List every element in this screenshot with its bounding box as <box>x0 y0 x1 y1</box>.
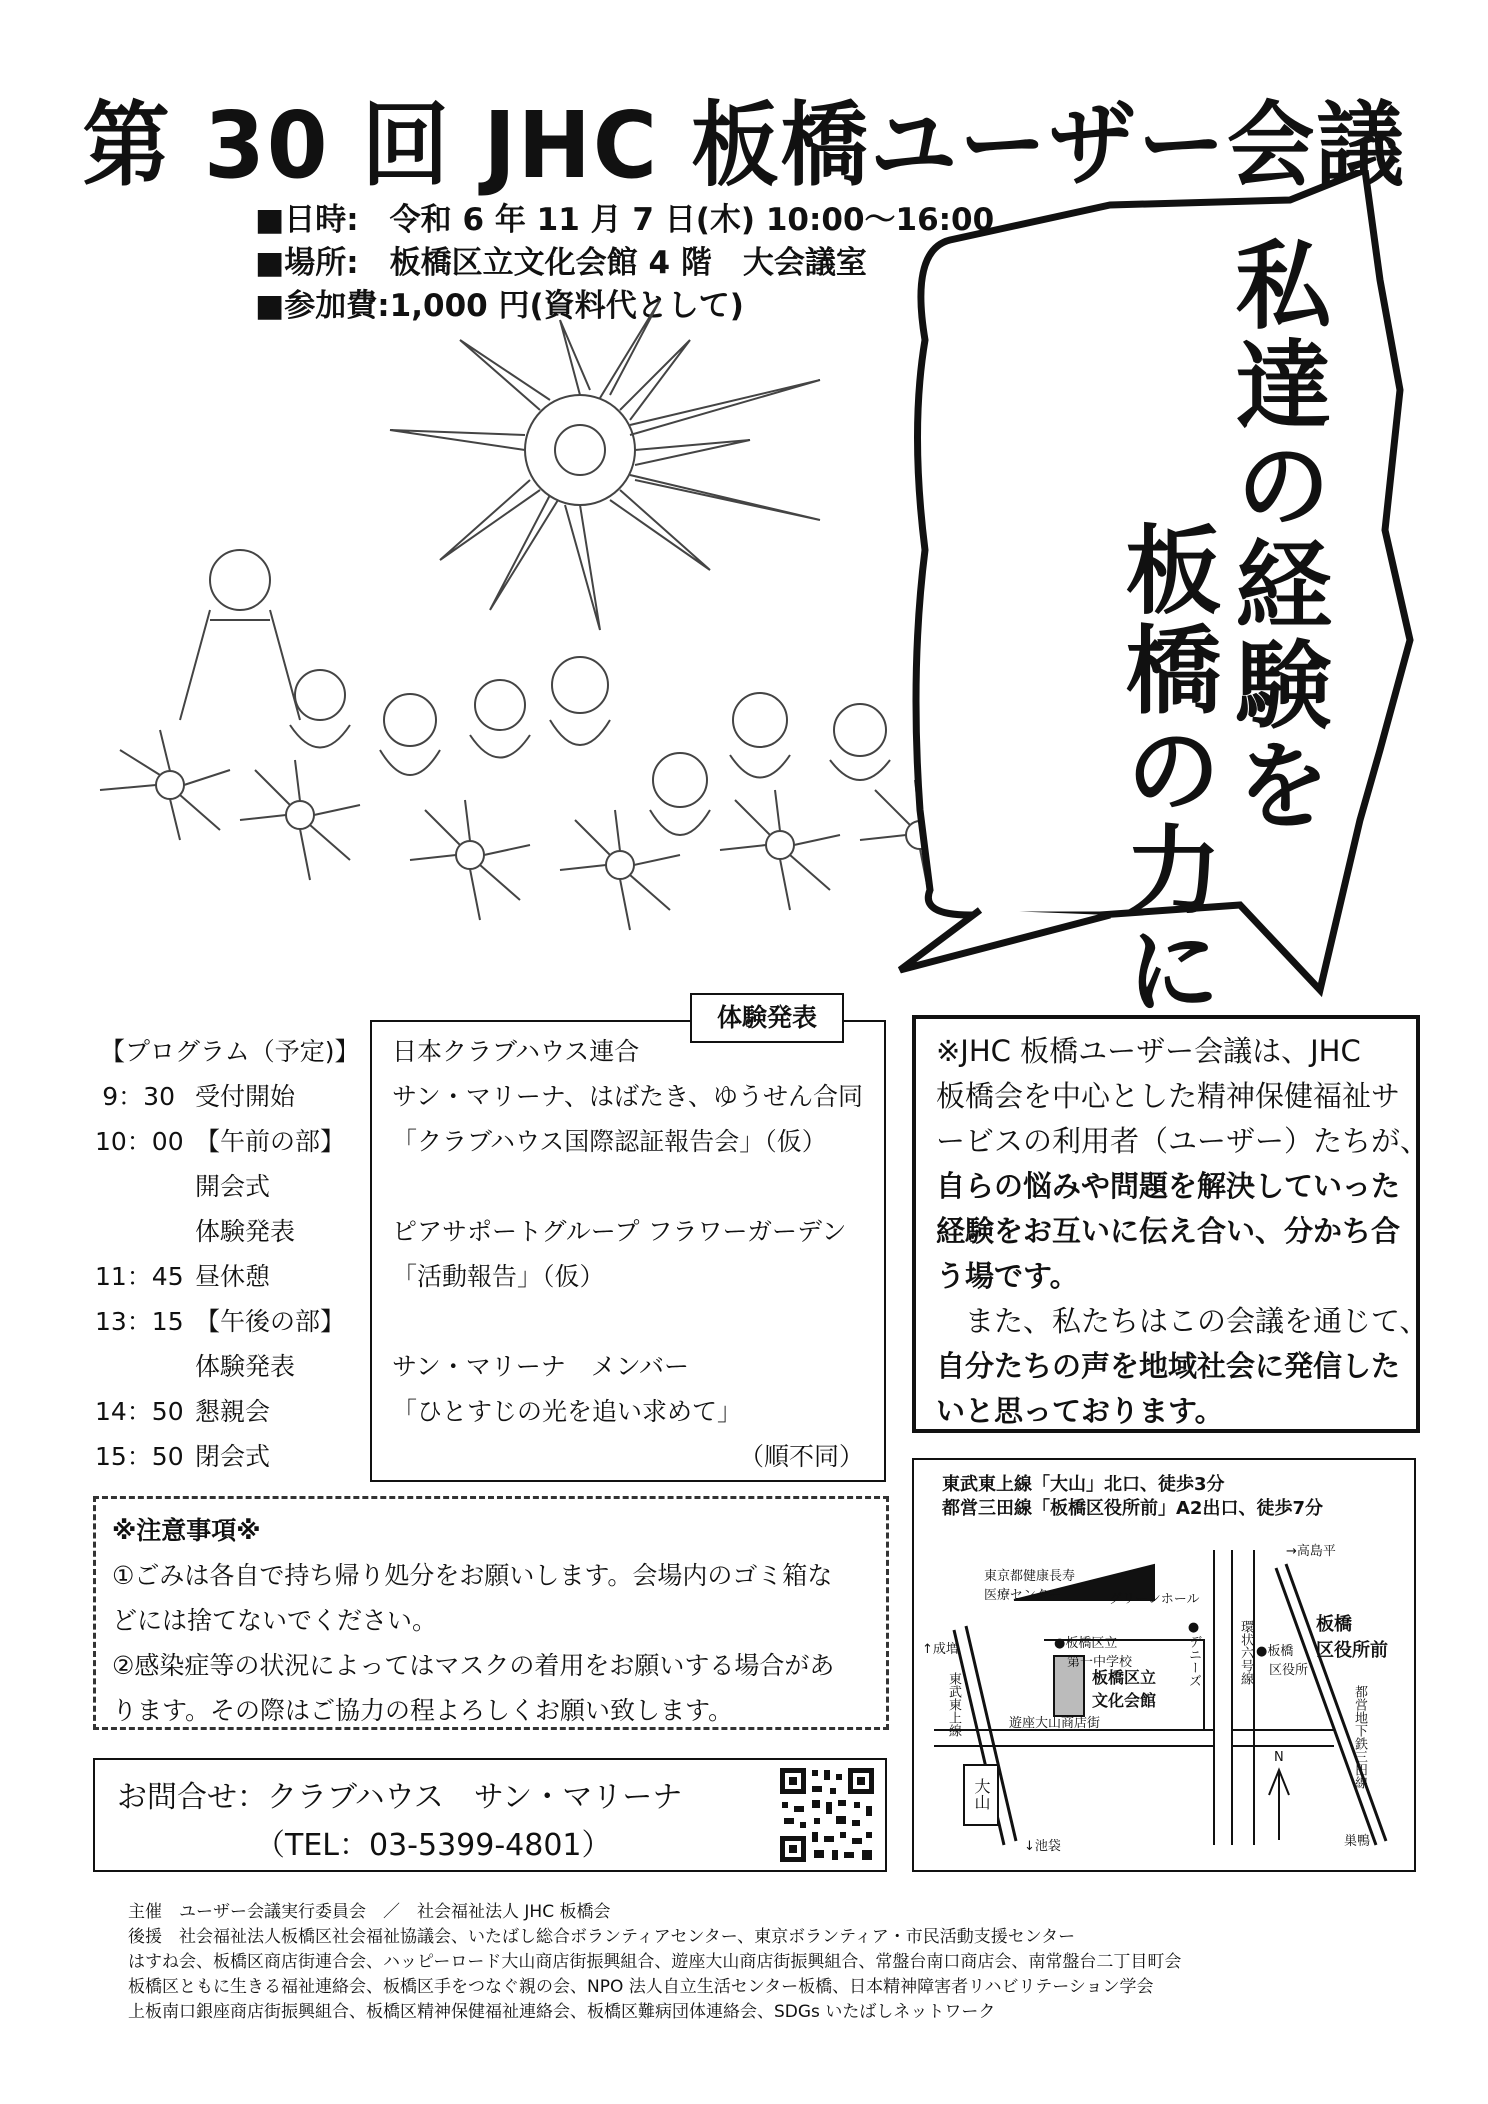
map-label-ward-office: ●板橋 区役所 <box>1256 1644 1309 1678</box>
description-line: 経験をお互いに伝え合い、分かち合 <box>936 1214 1401 1248</box>
map-label-narimasu: ↑成増 <box>922 1642 959 1657</box>
qr-code-icon <box>778 1766 876 1864</box>
map-label-kenko: 東京都健康長寿 医療センター <box>984 1569 1076 1603</box>
notice-line: ②感染症等の状況によってはマスクの着用をお願いする場合があ <box>112 1651 835 1680</box>
footer-sponsors <box>128 1900 1181 2025</box>
presentations-tab-label: 体験発表 <box>690 993 844 1043</box>
map-label-sugamo: 巣鴨 <box>1344 1834 1371 1849</box>
program-time: 11：45 <box>95 1262 184 1291</box>
slogan-line-1: 私達の経験を <box>1220 235 1332 835</box>
presentation-line: 「ひとすじの光を追い求めて」 <box>392 1397 743 1426</box>
map-label-takashimadaira: →高島平 <box>1286 1544 1336 1559</box>
notice-line: どには捨てないでください。 <box>112 1606 438 1635</box>
map-label-street: 遊座大山商店街 <box>1009 1716 1101 1731</box>
description-line: 自分たちの声を地域社会に発信した <box>936 1349 1401 1383</box>
compass-north-icon: N <box>1274 1750 1284 1765</box>
map-label-green-hall: グリーンホール <box>1109 1592 1200 1607</box>
program-name: 【午前の部】 <box>195 1127 346 1156</box>
program-name: 懇親会 <box>195 1397 271 1426</box>
page-title: 第 30 回 JHC 板橋ユーザー会議 <box>82 92 1406 199</box>
presentations-box <box>370 1020 886 1482</box>
presentation-line: 日本クラブハウス連合 <box>392 1037 640 1066</box>
footer-line: 上板南口銀座商店街振興組合、板橋区精神保健福祉連絡会、板橋区難病団体連絡会、SDGs いたばしネットワーク <box>128 2002 996 2022</box>
program-name: 受付開始 <box>195 1082 296 1111</box>
program-heading: 【プログラム（予定)】 <box>100 1037 360 1066</box>
presentation-line: サン・マリーナ メンバー <box>392 1352 690 1381</box>
map-label-school: ●板橋区立 第一中学校 <box>1054 1636 1133 1670</box>
footer-line: 後援 社会福祉法人板橋区社会福祉協議会、いたばし総合ボランティアセンター、東京ボランティア・市民活動支援センター <box>128 1927 1076 1947</box>
map-label-oyama: 大山 <box>972 1778 991 1810</box>
contact-box <box>93 1758 887 1872</box>
slogan-line-2: 板橋の力に <box>1110 520 1222 1020</box>
notice-line: ります。その際はご協力の程よろしくお願い致します。 <box>112 1696 734 1725</box>
description-line: 板橋会を中心とした精神保健福祉サ <box>936 1079 1401 1113</box>
contact-name: お問合せ：クラブハウス サン・マリーナ <box>117 1780 683 1815</box>
presentation-line: 「クラブハウス国際認証報告会」（仮） <box>392 1127 827 1156</box>
program-name: 【午後の部】 <box>195 1307 346 1336</box>
program-name: 閉会式 <box>195 1442 271 1471</box>
program-name: 開会式 <box>195 1172 271 1201</box>
presentation-order-note: （順不同） <box>738 1442 864 1471</box>
program-name: 昼休憩 <box>195 1262 271 1291</box>
contact-phone: （TEL：03-5399-4801） <box>255 1828 612 1863</box>
footer-line: 主催 ユーザー会議実行委員会 ／ 社会福祉法人 JHC 板橋会 <box>128 1902 611 1922</box>
presentation-line: 「活動報告」（仮） <box>392 1262 605 1291</box>
presentation-line: ピアサポートグループ フラワーガーデン <box>392 1217 847 1246</box>
notice-heading: ※注意事項※ <box>112 1516 261 1545</box>
access-map <box>912 1458 1416 1872</box>
event-fee: ■参加費:1,000 円(資料代として) <box>255 288 744 324</box>
program-time: 10：00 <box>95 1127 184 1156</box>
description-line: 自らの悩みや問題を解決していった <box>936 1169 1401 1203</box>
description-line: いと思っております。 <box>936 1394 1224 1428</box>
map-label-kanjo6: 環状六号線 <box>1238 1620 1253 1685</box>
sunflower-people-illustration <box>60 300 1020 1000</box>
description-line: う場です。 <box>936 1259 1079 1293</box>
access-oyama: 東武東上線「大山」北口、徒歩3分 <box>942 1474 1225 1495</box>
notice-box <box>93 1496 889 1730</box>
presentation-line: サン・マリーナ、はばたき、ゆうせん合同 <box>392 1082 864 1111</box>
program-name: 体験発表 <box>195 1217 296 1246</box>
description-line: ービスの利用者（ユーザー）たちが、 <box>936 1124 1430 1158</box>
map-label-ikebukuro: ↓池袋 <box>1024 1839 1061 1854</box>
event-date: ■日時: 令和 6 年 11 月 7 日(木) 10:00～16:00 <box>255 202 995 238</box>
map-label-station: 板橋 区役所前 <box>1316 1614 1388 1661</box>
event-place: ■場所: 板橋区立文化会館 4 階 大会議室 <box>255 245 867 281</box>
program-time: 9：30 <box>102 1082 175 1111</box>
program-name: 体験発表 <box>195 1352 296 1381</box>
notice-line: ①ごみは各自で持ち帰り処分をお願いします。会場内のゴミ箱な <box>112 1561 833 1590</box>
program-time: 14：50 <box>95 1397 184 1426</box>
footer-line: はすね会、板橋区商店街連合会、ハッピーロード大山商店街振興組合、遊座大山商店街振興組合、常盤台南口商店会、南常盤台二丁目町会 <box>128 1952 1182 1972</box>
footer-line: 板橋区ともに生きる福祉連絡会、板橋区手をつなぐ親の会、NPO 法人自立生活センター板橋、日本精神障害者リハビリテーション学会 <box>128 1977 1154 1997</box>
map-label-mita-line: 都営地下鉄三田線 <box>1352 1685 1367 1789</box>
description-box <box>912 1015 1430 1433</box>
description-line: また、私たちはこの会議を通じて、 <box>936 1304 1429 1338</box>
map-label-venue: 板橋区立 文化会館 <box>1092 1668 1157 1710</box>
map-label-tojo-line: 東武東上線 <box>946 1672 961 1737</box>
description-line: ※JHC 板橋ユーザー会議は、JHC <box>936 1034 1361 1068</box>
access-itabashi: 都営三田線「板橋区役所前」A2出口、徒歩7分 <box>942 1498 1323 1519</box>
map-label-dennys: ●デニーズ <box>1186 1620 1201 1687</box>
program-time: 13：15 <box>95 1307 184 1336</box>
program-time: 15：50 <box>95 1442 184 1471</box>
